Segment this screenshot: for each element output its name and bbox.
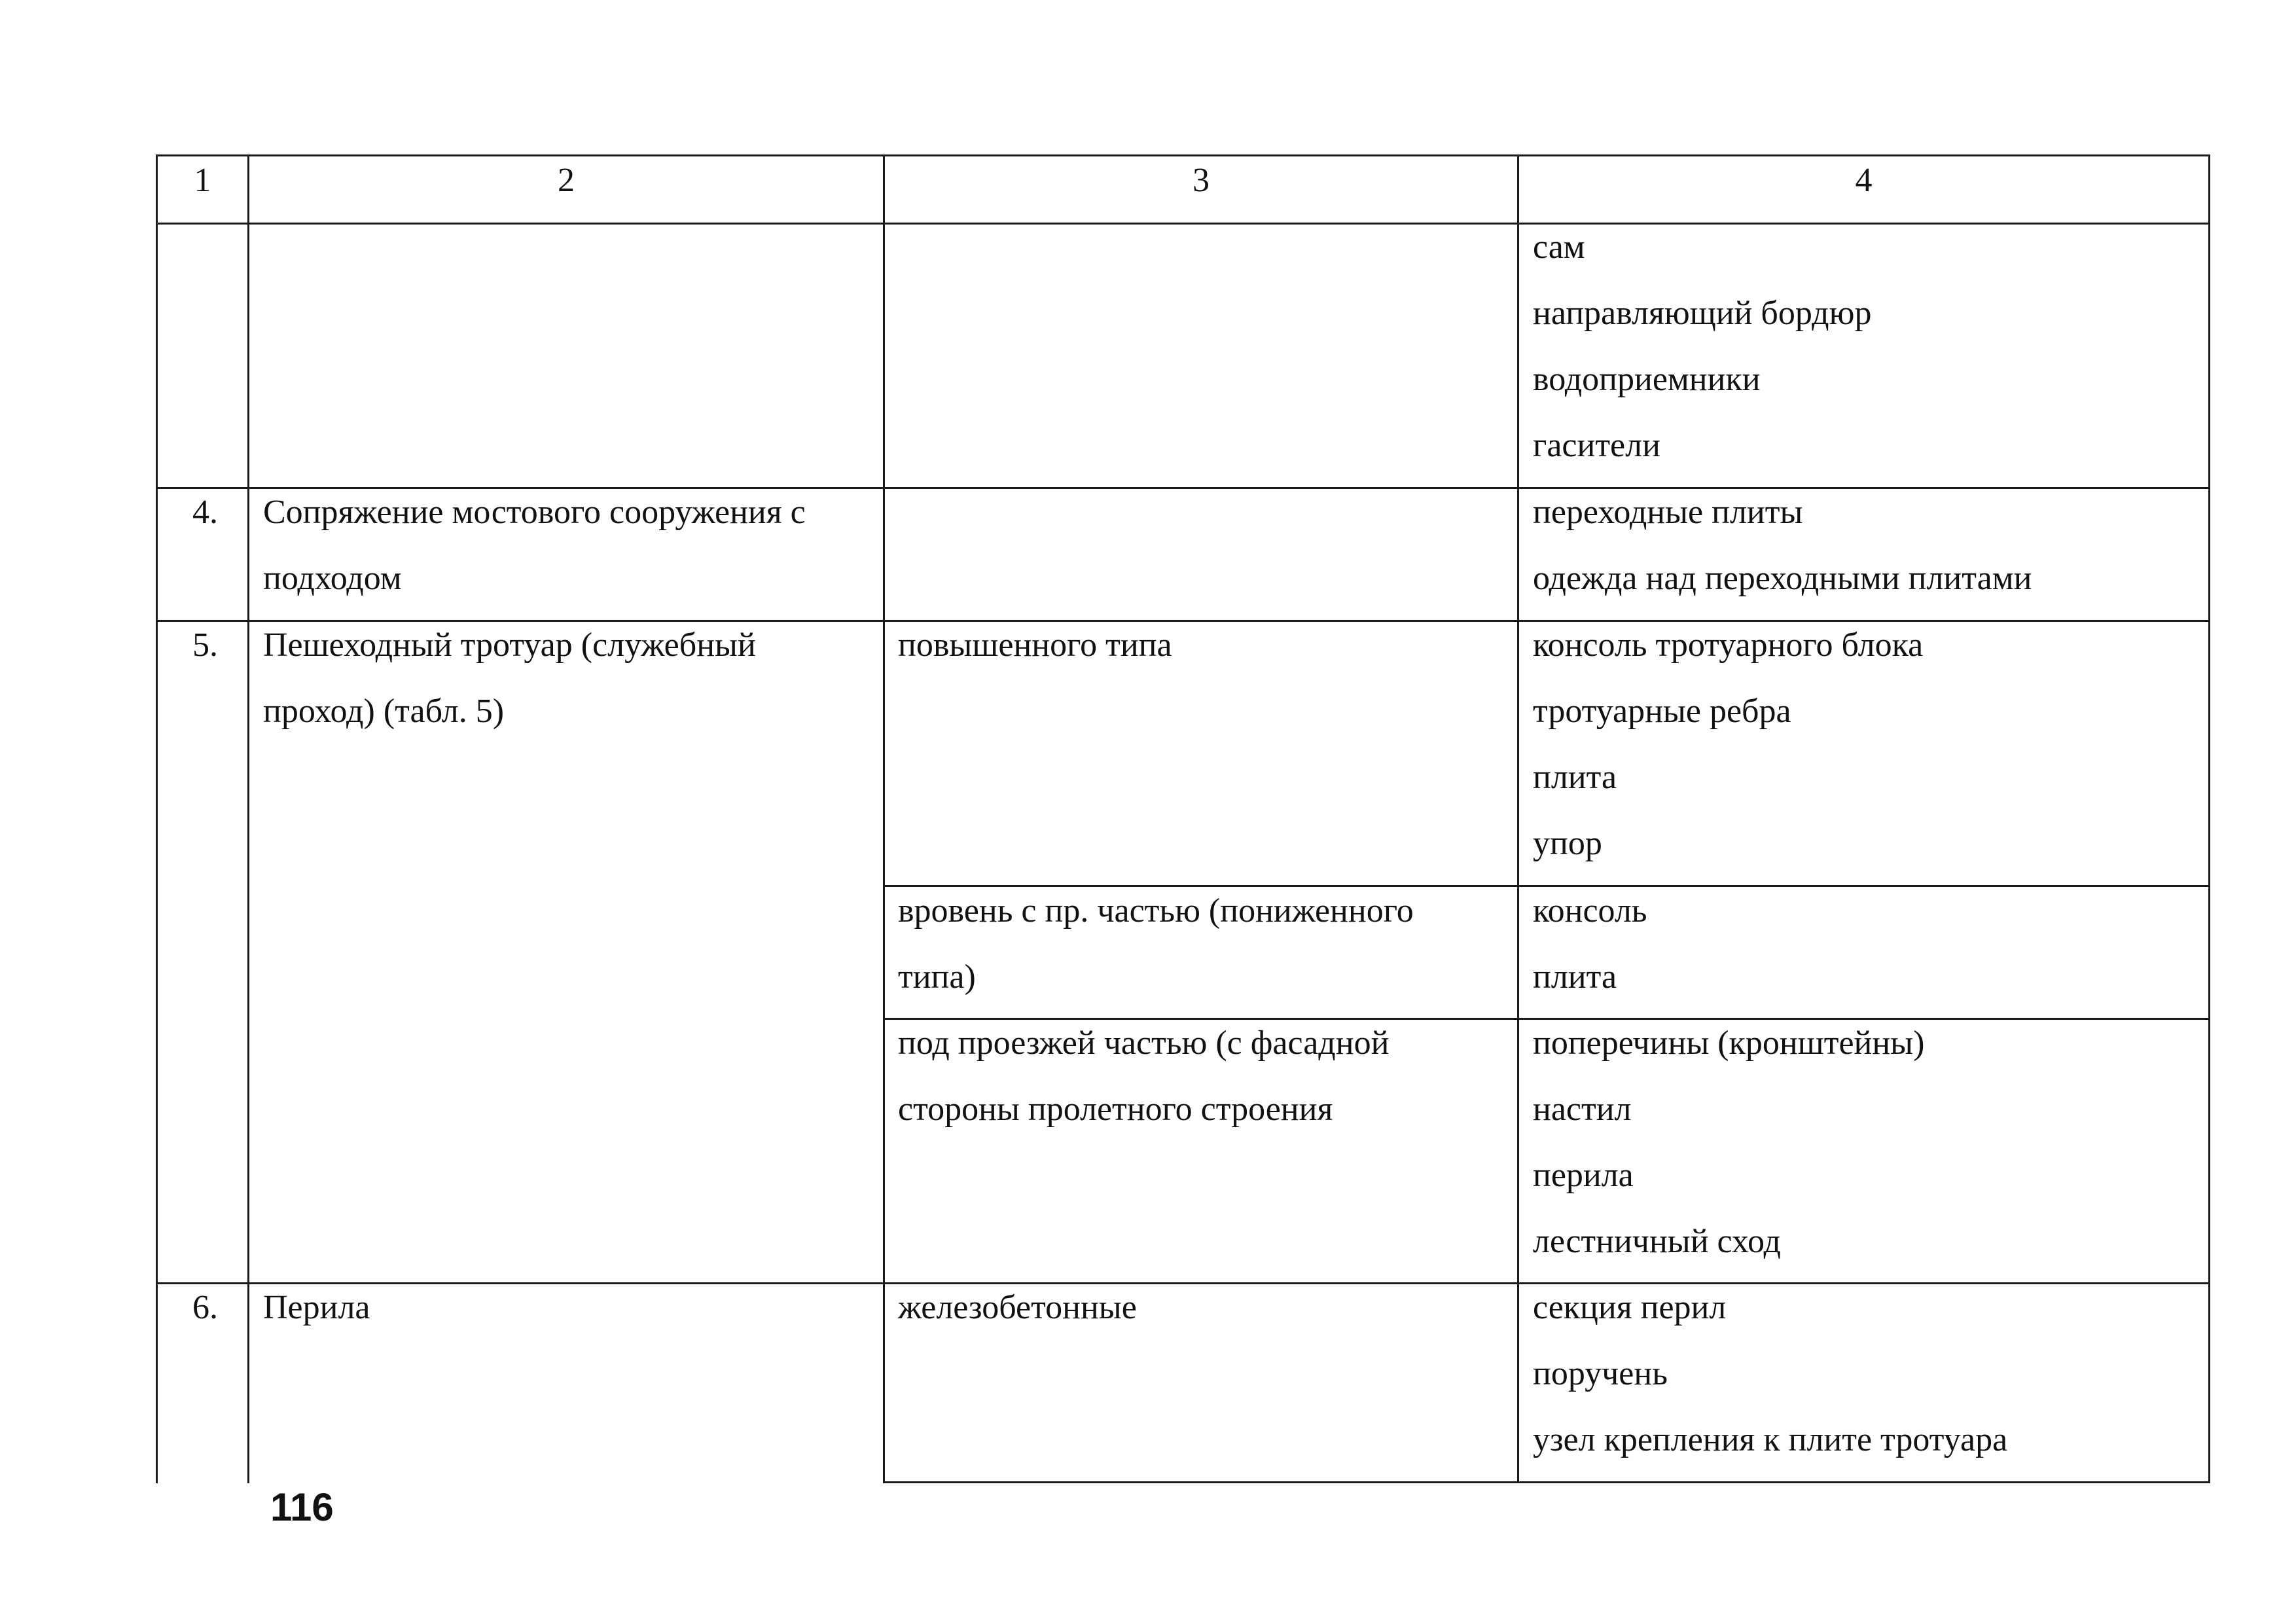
row5-col2: [263, 612, 756, 744]
rule-col3-right: [1517, 154, 1519, 1483]
row4-col4-line: переходные плиты: [1533, 494, 1803, 531]
header-cell-4: 4: [1855, 162, 1873, 199]
row5-sub2-col4-line: плита: [1533, 958, 1617, 996]
rule-right: [2208, 154, 2210, 1483]
cont-row-col4-line: водоприемники: [1533, 361, 1761, 398]
row5-sub3-col4-line: перила: [1533, 1157, 1634, 1194]
row4-col2: [263, 479, 806, 611]
row5-col2-line: Пешеходный тротуар (служебный: [263, 626, 756, 664]
row5-sub3-col3-line: стороны пролетного строения: [898, 1091, 1333, 1128]
row5-sub3-col3: [898, 1010, 1389, 1142]
row6-col4: [1533, 1274, 2007, 1473]
rule-col2-right: [883, 154, 885, 1483]
row5-sub2-col4-line: консоль: [1533, 892, 1647, 929]
header-cell-3: 3: [1193, 162, 1210, 199]
row5-sub1-col4-line: упор: [1533, 825, 1602, 862]
row5-sub2-col3-line: типа): [898, 958, 976, 996]
row6-col3-line: железобетонные: [898, 1289, 1137, 1326]
rule-bottom: [883, 1481, 2210, 1483]
row5-sub2-col3-line: вровень с пр. частью (пониженного: [898, 892, 1414, 929]
row6-col2: [263, 1274, 370, 1341]
row5-sub1-col4: [1533, 612, 1923, 876]
page-number: 116: [270, 1485, 334, 1529]
header-cell-2: 2: [558, 162, 575, 199]
row4-col2-line: подходом: [263, 560, 402, 597]
row6-col4-line: поручень: [1533, 1355, 1668, 1392]
row4-number: 4.: [192, 494, 218, 531]
row5-number: 5.: [192, 626, 218, 664]
row5-sub1-col4-line: консоль тротуарного блока: [1533, 626, 1924, 664]
cont-row-col4: [1533, 214, 1872, 478]
row5-sub1-col3-line: повышенного типа: [898, 626, 1172, 664]
cont-row-col4-line: сам: [1533, 228, 1585, 266]
row6-col4-line: секция перил: [1533, 1289, 1727, 1326]
row4-col4-line: одежда над переходными плитами: [1533, 560, 2032, 597]
cont-row-col4-line: гасители: [1533, 427, 1660, 464]
row5-sub3-col4-line: настил: [1533, 1091, 1632, 1128]
row4-col2-line: Сопряжение мостового сооружения с: [263, 494, 806, 531]
row4-col4: [1533, 479, 2032, 611]
row5-sub3-col4-line: поперечины (кронштейны): [1533, 1024, 1925, 1062]
rule-header-bottom: [156, 223, 2210, 225]
header-cell-1: 1: [194, 162, 211, 199]
row5-col2-line: проход) (табл. 5): [263, 693, 505, 730]
cont-row-col4-line: направляющий бордюр: [1533, 295, 1872, 332]
row6-col3: [898, 1274, 1137, 1341]
row5-sub1-col4-line: тротуарные ребра: [1533, 693, 1791, 730]
row5-sub1-col4-line: плита: [1533, 759, 1617, 796]
rule-col1-right: [247, 154, 249, 1483]
row6-number: 6.: [192, 1289, 218, 1326]
row5-sub3-col4-line: лестничный сход: [1533, 1223, 1781, 1260]
row5-sub3-col4: [1533, 1010, 1924, 1274]
row5-sub2-col3: [898, 878, 1414, 1010]
row5-sub1-col3: [898, 612, 1172, 678]
row5-sub2-col4: [1533, 878, 1647, 1010]
row6-col4-line: узел крепления к плите тротуара: [1533, 1421, 2008, 1458]
row5-sub3-col3-line: под проезжей частью (с фасадной: [898, 1024, 1390, 1062]
row6-col2-line: Перила: [263, 1289, 370, 1326]
